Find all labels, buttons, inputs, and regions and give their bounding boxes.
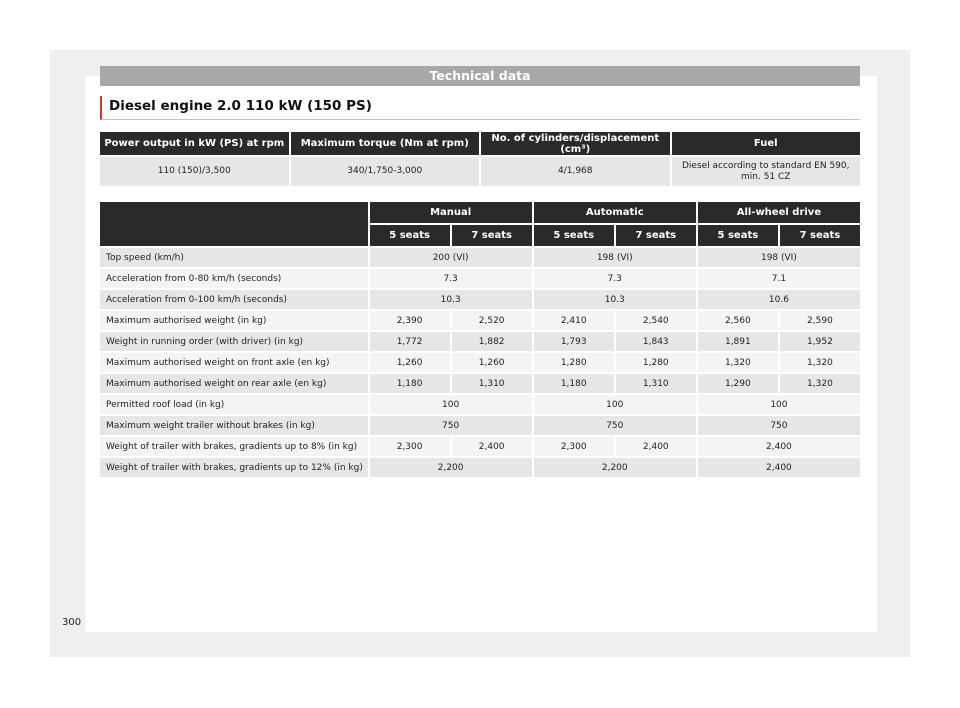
chapter-header: Technical data <box>100 66 860 86</box>
spec-seats-header: 7 seats <box>452 225 532 246</box>
row-value: 1,772 <box>370 332 450 351</box>
row-value: 2,390 <box>370 311 450 330</box>
spec-header-blank <box>100 202 368 246</box>
row-value: 2,400 <box>452 437 532 456</box>
table-row <box>100 332 860 351</box>
row-value: 750 <box>534 416 696 435</box>
row-value: 200 (VI) <box>370 248 532 267</box>
row-value: 2,520 <box>452 311 532 330</box>
spec-seats-header: 5 seats <box>698 225 778 246</box>
row-value: 1,891 <box>698 332 778 351</box>
row-value: 2,400 <box>616 437 696 456</box>
row-value: 100 <box>370 395 532 414</box>
row-value: 7.3 <box>534 269 696 288</box>
row-value: 100 <box>698 395 860 414</box>
engine-cell-torque: 340/1,750-3,000 <box>291 157 480 186</box>
row-value: 1,310 <box>452 374 532 393</box>
row-value: 7.3 <box>370 269 532 288</box>
row-value: 1,843 <box>616 332 696 351</box>
engine-header-torque: Maximum torque (Nm at rpm) <box>291 132 480 155</box>
row-label: Weight in running order (with driver) (in kg) <box>100 332 368 351</box>
engine-table-header-row <box>100 132 860 155</box>
spec-group-header-row <box>100 202 860 223</box>
table-row <box>100 374 860 393</box>
row-value: 1,290 <box>698 374 778 393</box>
spec-seats-header: 7 seats <box>780 225 860 246</box>
row-value: 198 (VI) <box>534 248 696 267</box>
engine-cell-fuel: Diesel according to standard EN 590, min. 51 CZ <box>672 157 861 186</box>
row-value: 2,410 <box>534 311 614 330</box>
row-label: Maximum authorised weight (in kg) <box>100 311 368 330</box>
row-value: 2,300 <box>534 437 614 456</box>
table-row <box>100 248 860 267</box>
engine-cell-power: 110 (150)/3,500 <box>100 157 289 186</box>
table-row <box>100 416 860 435</box>
table-row <box>100 437 860 456</box>
row-value: 2,300 <box>370 437 450 456</box>
spec-group-awd: All-wheel drive <box>698 202 860 223</box>
row-label: Maximum authorised weight on front axle (en kg) <box>100 353 368 372</box>
engine-table <box>98 130 862 188</box>
spec-group-manual: Manual <box>370 202 532 223</box>
row-value: 2,400 <box>698 458 860 477</box>
spec-group-automatic: Automatic <box>534 202 696 223</box>
row-value: 1,793 <box>534 332 614 351</box>
row-value: 1,320 <box>780 374 860 393</box>
section-title: Diesel engine 2.0 110 kW (150 PS) <box>100 96 860 120</box>
table-row <box>100 311 860 330</box>
row-value: 10.3 <box>534 290 696 309</box>
engine-header-cylinders: No. of cylinders/displacement (cm³) <box>481 132 670 155</box>
table-row <box>100 269 860 288</box>
row-value: 1,260 <box>452 353 532 372</box>
row-value: 2,560 <box>698 311 778 330</box>
row-value: 2,200 <box>534 458 696 477</box>
page-number: 300 <box>62 617 82 628</box>
row-label: Maximum authorised weight on rear axle (en kg) <box>100 374 368 393</box>
engine-table-row <box>100 157 860 186</box>
row-value: 1,320 <box>698 353 778 372</box>
row-value: 198 (VI) <box>698 248 860 267</box>
engine-cell-cylinders: 4/1,968 <box>481 157 670 186</box>
row-label: Maximum weight trailer without brakes (in kg) <box>100 416 368 435</box>
row-value: 100 <box>534 395 696 414</box>
row-label: Weight of trailer with brakes, gradients up to 12% (in kg) <box>100 458 368 477</box>
table-row <box>100 395 860 414</box>
row-label: Weight of trailer with brakes, gradients up to 8% (in kg) <box>100 437 368 456</box>
row-value: 10.3 <box>370 290 532 309</box>
row-value: 1,180 <box>534 374 614 393</box>
row-value: 750 <box>370 416 532 435</box>
row-value: 1,320 <box>780 353 860 372</box>
row-value: 7.1 <box>698 269 860 288</box>
row-value: 2,400 <box>698 437 860 456</box>
table-row <box>100 353 860 372</box>
row-value: 2,540 <box>616 311 696 330</box>
row-value: 10.6 <box>698 290 860 309</box>
spec-table <box>98 200 862 479</box>
spec-seats-header: 7 seats <box>616 225 696 246</box>
row-value: 1,280 <box>534 353 614 372</box>
row-label: Acceleration from 0-100 km/h (seconds) <box>100 290 368 309</box>
row-value: 1,310 <box>616 374 696 393</box>
row-label: Acceleration from 0-80 km/h (seconds) <box>100 269 368 288</box>
spec-seats-header: 5 seats <box>370 225 450 246</box>
row-value: 750 <box>698 416 860 435</box>
row-value: 2,590 <box>780 311 860 330</box>
engine-header-power: Power output in kW (PS) at rpm <box>100 132 289 155</box>
table-row <box>100 290 860 309</box>
spec-seats-header: 5 seats <box>534 225 614 246</box>
row-value: 1,280 <box>616 353 696 372</box>
table-row <box>100 458 860 477</box>
row-value: 1,952 <box>780 332 860 351</box>
engine-header-fuel: Fuel <box>672 132 861 155</box>
row-value: 2,200 <box>370 458 532 477</box>
row-label: Permitted roof load (in kg) <box>100 395 368 414</box>
row-value: 1,882 <box>452 332 532 351</box>
row-value: 1,260 <box>370 353 450 372</box>
row-label: Top speed (km/h) <box>100 248 368 267</box>
row-value: 1,180 <box>370 374 450 393</box>
